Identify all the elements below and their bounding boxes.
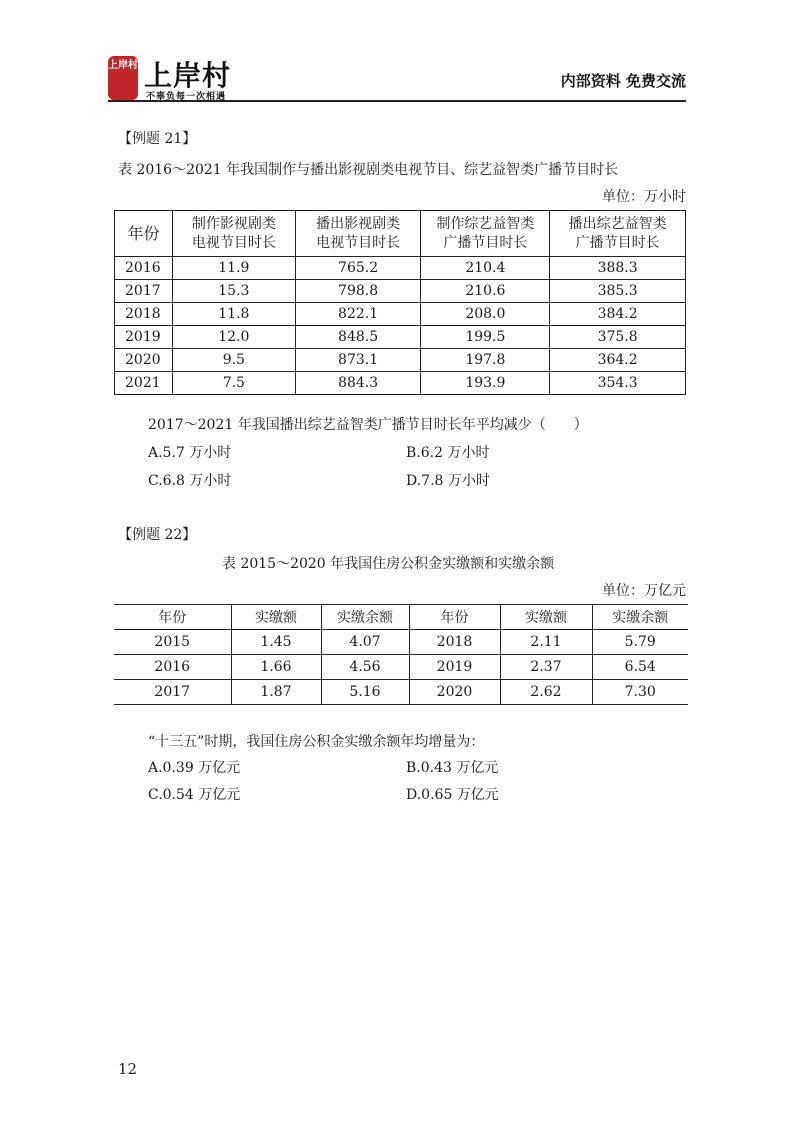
q22-option-b: B.0.43 万亿元: [406, 760, 499, 776]
col-header-year: 年份: [115, 211, 173, 257]
q22-label: 【例题 22】: [118, 527, 197, 543]
cell: 1.45: [231, 630, 321, 655]
q22-table-title: 表 2015～2020 年我国住房公积金实缴额和实缴余额: [222, 556, 555, 572]
cell: 1.87: [231, 680, 321, 705]
q21-option-a: A.5.7 万小时: [148, 445, 232, 461]
page-number: 12: [118, 1060, 138, 1078]
cell: 2.62: [500, 680, 592, 705]
cell: 375.8: [550, 326, 686, 349]
cell: 210.4: [421, 257, 550, 280]
cell: 6.54: [592, 655, 688, 680]
cell: 5.79: [592, 630, 688, 655]
cell: 2019: [409, 655, 500, 680]
cell: 2.11: [500, 630, 592, 655]
q21-label: 【例题 21】: [118, 131, 197, 147]
cell: 210.6: [421, 280, 550, 303]
q21-unit: 单位：万小时: [602, 189, 686, 205]
cell: 873.1: [295, 349, 421, 372]
cell: 11.8: [172, 303, 295, 326]
table-header-row: [115, 211, 686, 257]
col-header-produce-tv: 制作影视剧类 电视节目时长: [172, 211, 295, 257]
cell: 193.9: [421, 372, 550, 395]
cell: 2016: [114, 655, 231, 680]
cell: 798.8: [295, 280, 421, 303]
table-row: [115, 280, 686, 303]
cell: 2017: [115, 280, 173, 303]
cell: 2021: [115, 372, 173, 395]
q22-option-d: D.0.65 万亿元: [406, 787, 499, 803]
cell: 7.30: [592, 680, 688, 705]
cell: 354.3: [550, 372, 686, 395]
cell: 208.0: [421, 303, 550, 326]
q21-table: [114, 210, 686, 395]
cell: 12.0: [172, 326, 295, 349]
cell: 15.3: [172, 280, 295, 303]
cell: 197.8: [421, 349, 550, 372]
col-header-year: 年份: [114, 605, 231, 630]
q22-unit: 单位：万亿元: [602, 583, 686, 599]
table-row: [114, 655, 688, 680]
q22-option-c: C.0.54 万亿元: [148, 787, 241, 803]
cell: 848.5: [295, 326, 421, 349]
header-divider: [108, 100, 686, 102]
brand-name: 上岸村: [144, 59, 232, 92]
q21-option-b: B.6.2 万小时: [406, 445, 490, 461]
col-header-payment: 实缴额: [231, 605, 321, 630]
col-header-year: 年份: [409, 605, 500, 630]
col-header-payment: 实缴额: [500, 605, 592, 630]
logo-seal: 上岸村: [108, 56, 138, 100]
col-header-broadcast-tv: 播出影视剧类 电视节目时长: [295, 211, 421, 257]
cell: 5.16: [321, 680, 409, 705]
table-row: [115, 257, 686, 280]
q21-table-title: 表 2016～2021 年我国制作与播出影视剧类电视节目、综艺益智类广播节目时长: [118, 162, 619, 178]
col-header-broadcast-radio: 播出综艺益智类 广播节目时长: [550, 211, 686, 257]
cell: 4.07: [321, 630, 409, 655]
cell: 364.2: [550, 349, 686, 372]
cell: 765.2: [295, 257, 421, 280]
cell: 4.56: [321, 655, 409, 680]
cell: 385.3: [550, 280, 686, 303]
cell: 2020: [115, 349, 173, 372]
cell: 2017: [114, 680, 231, 705]
cell: 2.37: [500, 655, 592, 680]
col-header-produce-radio: 制作综艺益智类 广播节目时长: [421, 211, 550, 257]
page-header: [108, 52, 686, 102]
cell: 2019: [115, 326, 173, 349]
cell: 7.5: [172, 372, 295, 395]
table-row: [115, 349, 686, 372]
cell: 384.2: [550, 303, 686, 326]
cell: 1.66: [231, 655, 321, 680]
cell: 2018: [115, 303, 173, 326]
cell: 2020: [409, 680, 500, 705]
table-row: [115, 303, 686, 326]
table-row: [115, 372, 686, 395]
cell: 9.5: [172, 349, 295, 372]
cell: 199.5: [421, 326, 550, 349]
cell: 2016: [115, 257, 173, 280]
brand-slogan: 不辜负每一次相遇: [146, 92, 227, 102]
table-row: [115, 326, 686, 349]
q21-question: 2017～2021 年我国播出综艺益智类广播节目时长年平均减少（ ）: [148, 417, 588, 433]
table-row: [114, 680, 688, 705]
header-note: 内部资料 免费交流: [560, 72, 686, 90]
q22-question: “十三五”时期，我国住房公积金实缴余额年均增量为：: [148, 734, 485, 750]
table-header-row: [114, 605, 688, 630]
q21-option-d: D.7.8 万小时: [406, 473, 490, 489]
col-header-balance: 实缴余额: [321, 605, 409, 630]
q22-table: [114, 604, 688, 705]
cell: 2015: [114, 630, 231, 655]
cell: 388.3: [550, 257, 686, 280]
cell: 11.9: [172, 257, 295, 280]
cell: 2018: [409, 630, 500, 655]
cell: 822.1: [295, 303, 421, 326]
table-row: [114, 630, 688, 655]
q21-option-c: C.6.8 万小时: [148, 473, 232, 489]
col-header-balance: 实缴余额: [592, 605, 688, 630]
cell: 884.3: [295, 372, 421, 395]
q22-option-a: A.0.39 万亿元: [148, 760, 241, 776]
